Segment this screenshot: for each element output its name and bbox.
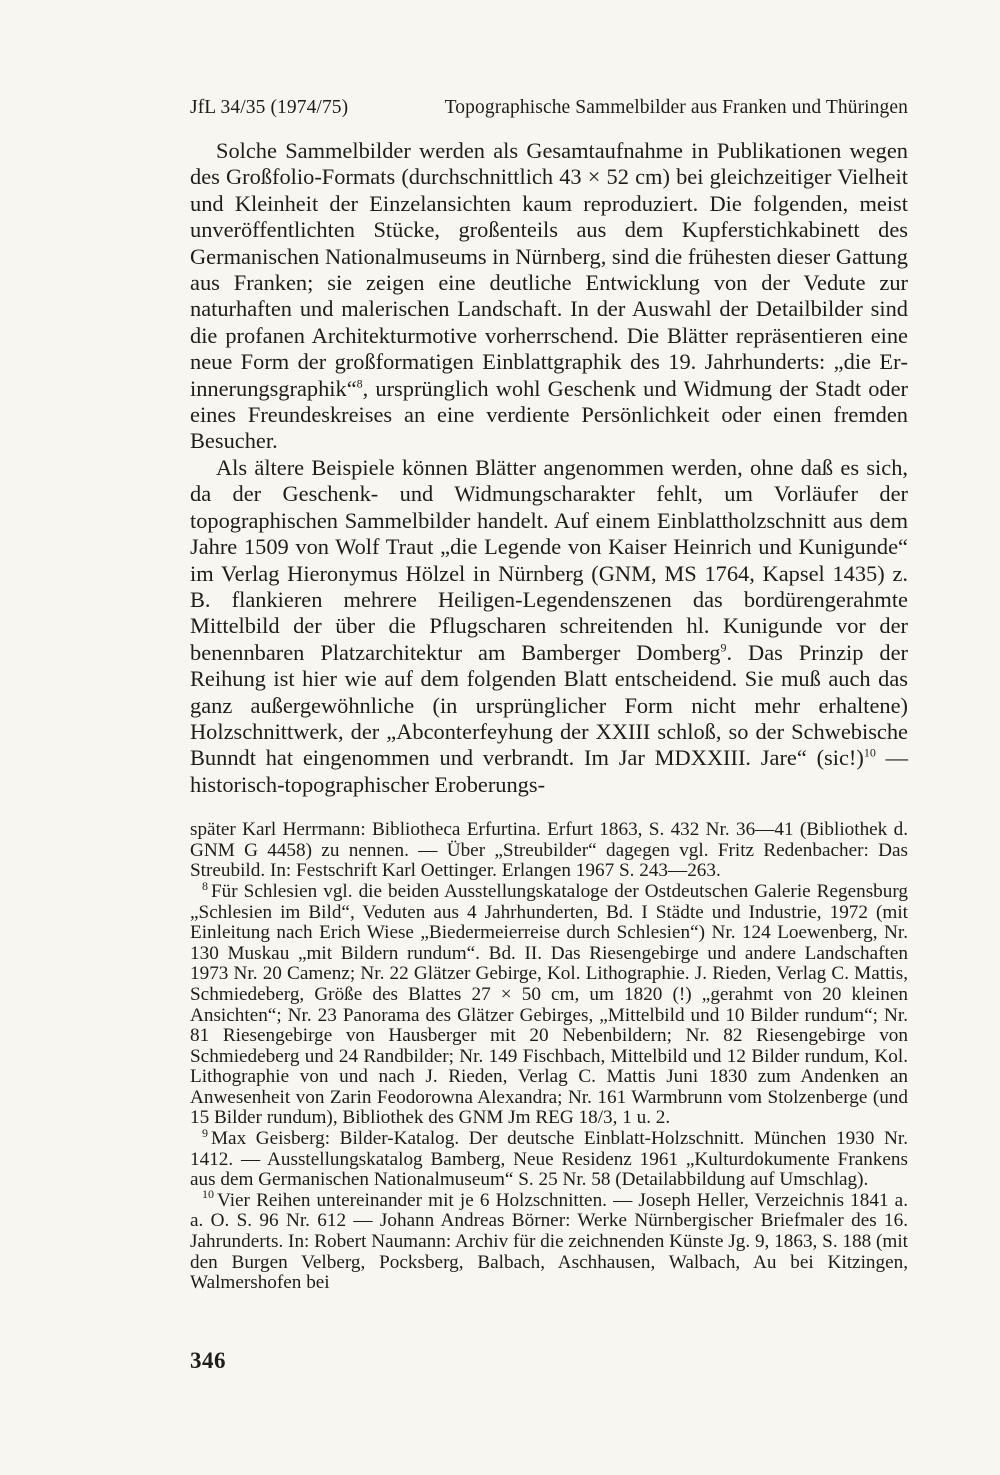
- footnote-text: Vier Reihen untereinander mit je 6 Holzschnitten. — Joseph Heller, Verzeichnis 1841 a. a. O. S. 96 Nr. 612 — Johann Andreas Börner: Werke Nürnbergischer Briefmaler des 16. Jahrunderts. In: Robert Naumann: Archiv für die zeichnenden Künste Jg. 9, 1863, S. 188 (mit den Burgen Velberg, Pocksberg, Balbach, Aschhausen, Walbach, Au bei Kitzingen, Walmershofen bei: [190, 1189, 908, 1294]
- footnote-10: [190, 1187, 908, 1294]
- footnote-number: 9: [202, 1125, 208, 1140]
- paragraph-text: — historisch-topographischer Eroberungs-: [190, 745, 908, 797]
- footnote-9: [190, 1125, 908, 1191]
- paragraph-text: Solche Sammelbilder werden als Gesamtaufnahme in Publikationen wegen des Großfolio-Formats (durchschnittlich 43 × 52 cm) bei gleichzeitiger Vielheit und Kleinheit der Einzelansichten kaum reproduziert. Die folgenden, meist unveröffentlichten Stücke, großenteils aus dem Kupferstichkabinett des Germanischen Nationalmuseums in Nürnberg, sind die frühesten dieser Gattung aus Franken; sie zeigen eine deutliche Entwicklung von der Vedute zur naturhaften und malerischen Landschaft. In der Auswahl der Detailbilder sind die profanen Architekturmotive vorherrschend. Die Blätter repräsentieren eine neue Form der großformatigen Einblattgraphik des 19. Jahrhunderts: „die Erinnerungsgraphik“: [190, 138, 908, 401]
- footnote-number: 8: [202, 878, 208, 893]
- paragraph-text: Als ältere Beispiele können Blätter angenommen werden, ohne daß es sich, da der Geschenk- und Widmungscharakter fehlt, um Vorläufer der topographischen Sammelbilder handelt. Auf einem Einblattholzschnitt aus dem Jahre 1509 von Wolf Traut „die Legende von Kaiser Heinrich und Kunigunde“ im Verlag Hieronymus Hölzel in Nürnberg (GNM, MS 1764, Kapsel 1435) z. B. flankieren mehrere Heiligen-Legendenszenen das bordürengerahmte Mittelbild der über die Pflugscharen schreitenden hl. Kunigunde vor der benennbaren Platzarchitektur am Bamberger Domberg: [190, 454, 908, 665]
- journal-citation: JfL 34/35 (1974/75): [190, 97, 349, 118]
- footnote-text: Für Schlesien vgl. die beiden Ausstellungskataloge der Ostdeutschen Galerie Regensburg „Schlesien im Bild“, Veduten aus 4 Jahrhunderten, Bd. I Städte und Industrie, 1972 (mit Einleitung nach Erich Wiese „Biedermeierreise durch Schlesien“) Nr. 124 Loewenberg, Nr. 130 Muskau „mit Bildern rundum“. Bd. II. Das Riesengebirge und andere Landschaften 1973 Nr. 20 Camenz; Nr. 22 Glätzer Gebirge, Kol. Lithographie. J. Rieden, Verlag C. Mattis, Schmiedeberg, Größe des Blattes 27 × 50 cm, um 1820 (!) „gerahmt von 20 kleinen Ansichten“; Nr. 23 Panorama des Glätzer Gebirges, „Mittelbild und 10 Bilder rundum“; Nr. 81 Riesengebirge von Hausberger mit 20 Nebenbildern; Nr. 82 Riesengebirge von Schmiedeberg und 24 Randbilder; Nr. 149 Fischbach, Mittelbild und 12 Bilder rundum, Kol. Lithographie von und nach J. Rieden, Verlag C. Mattis Juni 1830 zum Andenken an Anwesenheit von Zarin Feodorowna Alexandra; Nr. 161 Warmbrunn vom Stolzenberge (und 15 Bilder rundum), Bibliothek des GNM Jm REG 18/3, 1 u. 2.: [190, 880, 908, 1129]
- footnote-reference: 9: [720, 640, 727, 655]
- footnote-reference: 10: [863, 745, 876, 760]
- paragraph-text: , ursprünglich wohl Geschenk und Widmung der Stadt oder eines Freundeskreises an eine verdiente Persönlichkeit oder einen fremden Besucher.: [190, 375, 908, 454]
- footnote-8: [190, 878, 908, 1129]
- page-number: 346: [190, 1348, 226, 1373]
- footnote-number: 10: [202, 1187, 214, 1202]
- running-header: [190, 96, 908, 120]
- paragraph-text: . Das Prinzip der Reihung ist hier wie auf dem folgenden Blatt entscheidend. Sie muß auch das ganz außergewöhnliche (in ursprünglicher Form nicht mehr erhaltene) Holzschnittwerk, der „Abconterfeyhung der XXIII schloß, so der Schwebische Bunndt hat eingenommen und verbrandt. Im Jar MDXXIII. Jare“ (sic!): [190, 639, 908, 771]
- main-text: [190, 138, 908, 798]
- paragraph: [190, 455, 908, 798]
- article-title: Topographische Sammelbilder aus Franken und Thüringen: [444, 97, 908, 118]
- paragraph: [190, 138, 908, 455]
- footnote-reference: 8: [356, 376, 363, 391]
- footnotes: [190, 820, 908, 1294]
- footnote-text: Max Geisberg: Bilder-Katalog. Der deutsche Einblatt-Holzschnitt. München 1930 Nr. 1412. — Ausstellungskatalog Bamberg, Neue Residenz 1961 „Kulturdokumente Frankens aus dem Germanischen Nationalmuseum“ S. 25 Nr. 58 (Detailabbildung auf Umschlag).: [190, 1128, 908, 1191]
- footnote-continued: später Karl Herrmann: Bibliotheca Erfurtina. Erfurt 1863, S. 432 Nr. 36—41 (Bibliothek d. GNM G 4458) zu nennen. — Über „Streubilder“ dagegen vgl. Fritz Redenbacher: Das Streubild. In: Festschrift Karl Oettinger. Erlangen 1967 S. 243—263.: [190, 819, 908, 882]
